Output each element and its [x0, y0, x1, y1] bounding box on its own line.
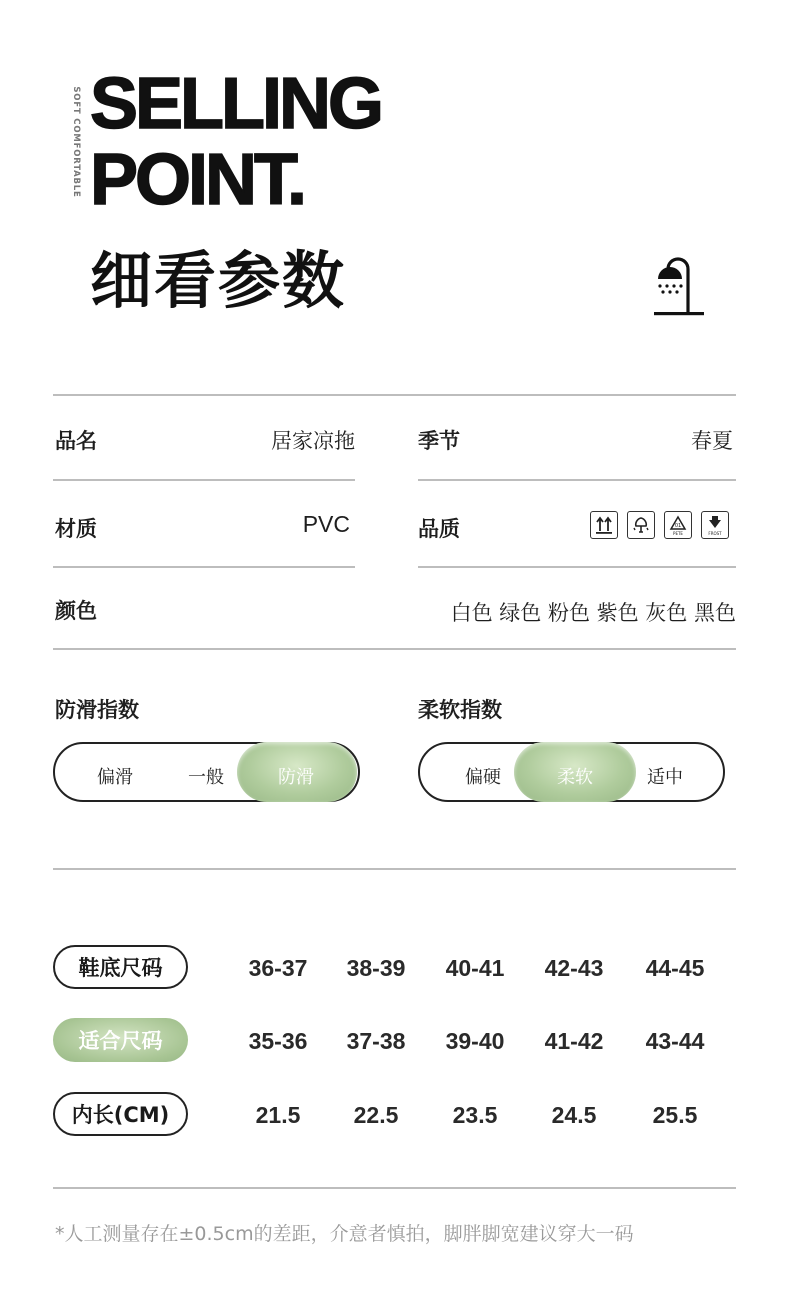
measurement-note: *人工测量存在±0.5cm的差距，介意者慎拍，脚胖脚宽建议穿大一码: [55, 1223, 634, 1245]
material-value: PVC: [302, 511, 350, 537]
size-cell: 41-42: [544, 1028, 604, 1054]
size-cell: 24.5: [551, 1102, 597, 1128]
svg-text:FROST: FROST: [708, 531, 722, 536]
anti-slip-option: 偏滑: [97, 767, 133, 788]
side-tagline: SOFT COMFORTABLE: [71, 86, 81, 198]
size-cell: 22.5: [353, 1102, 399, 1128]
rule-row2-left: [53, 566, 355, 568]
size-cell: 42-43: [544, 955, 604, 981]
size-row-label-highlight: 适合尺码: [53, 1018, 188, 1062]
section-subtitle: 细看参数: [90, 244, 347, 317]
size-cell: 43-44: [645, 1028, 705, 1054]
hero-title-line2: POINT.: [90, 140, 305, 220]
rule-colors: [53, 648, 736, 650]
rule-row1-right: [418, 479, 736, 481]
keep-dry-icon: [627, 511, 655, 539]
anti-slip-option: 一般: [188, 767, 224, 788]
anti-slip-label: 防滑指数: [55, 698, 139, 722]
material-label: 材质: [55, 517, 97, 541]
size-cell: 38-39: [346, 955, 406, 981]
season-label: 季节: [418, 429, 460, 453]
size-row-label: 鞋底尺码: [53, 945, 188, 989]
anti-slip-option-selected: 防滑: [278, 767, 314, 788]
size-cell: 39-40: [445, 1028, 505, 1054]
softness-label: 柔软指数: [418, 698, 502, 722]
svg-text:01: 01: [674, 523, 682, 529]
shower-icon: [652, 255, 706, 317]
product-name-label: 品名: [55, 429, 97, 453]
size-cell: 36-37: [248, 955, 308, 981]
rule-top: [53, 394, 736, 396]
svg-text:PETE: PETE: [673, 531, 683, 536]
color-value: 白色 绿色 粉色 紫色 灰色 黑色: [450, 601, 736, 625]
frost-icon: [701, 511, 729, 539]
softness-option-selected: 柔软: [557, 767, 593, 788]
hero-title-line1: SELLING: [90, 64, 382, 144]
product-name-value: 居家凉拖: [271, 429, 355, 453]
size-cell: 44-45: [645, 955, 705, 981]
recycle-pete-icon: [664, 511, 692, 539]
quality-icons: [590, 511, 729, 539]
softness-option: 适中: [647, 767, 683, 788]
rule-bottom: [53, 1187, 736, 1189]
rule-sliders: [53, 868, 736, 870]
size-cell: 25.5: [652, 1102, 698, 1128]
season-value: 春夏: [691, 429, 733, 453]
size-cell: 35-36: [248, 1028, 308, 1054]
size-cell: 23.5: [452, 1102, 498, 1128]
size-cell: 37-38: [346, 1028, 406, 1054]
size-cell: 40-41: [445, 955, 505, 981]
size-cell: 21.5: [255, 1102, 301, 1128]
softness-option: 偏硬: [465, 767, 501, 788]
rule-row2-right: [418, 566, 736, 568]
rule-row1-left: [53, 479, 355, 481]
quality-label: 品质: [418, 517, 460, 541]
this-way-up-icon: [590, 511, 618, 539]
size-row-label: 内长(CM): [53, 1092, 188, 1136]
color-label: 颜色: [55, 599, 97, 623]
